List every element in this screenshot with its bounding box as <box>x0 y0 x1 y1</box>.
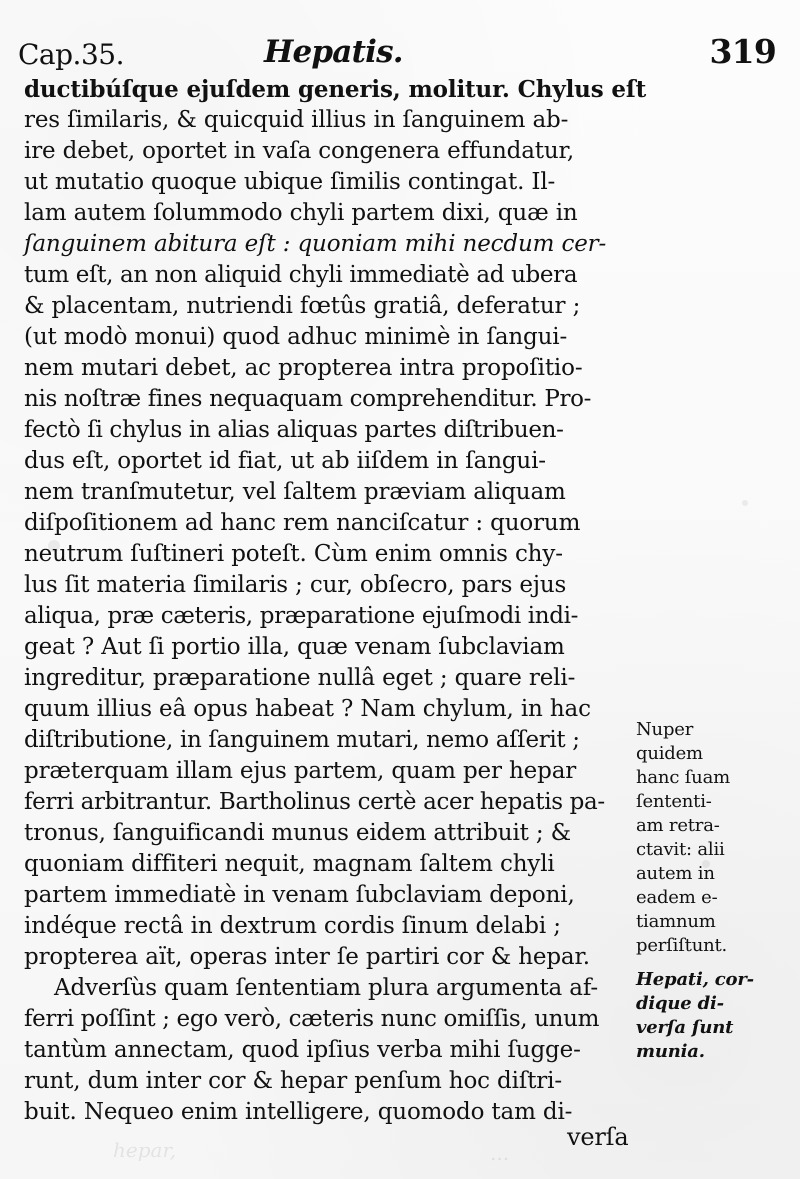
text-line: ire debet, oportet in vaſa congenera effundatur, <box>24 138 574 164</box>
margin-note-line: ctavit: alii <box>636 839 725 860</box>
main-text-block <box>24 74 647 1144</box>
text-line: tum eſt, an non aliquid chyli immediatè ad ubera <box>24 262 578 288</box>
margin-note-line: perſiſtunt. <box>636 935 728 956</box>
text-line: propterea aït, operas inter ſe partiri cor & hepar. <box>24 944 590 970</box>
text-line: buit. Nequeo enim intelligere, quomodo tam di- <box>24 1099 573 1125</box>
margin-note-line: ſententi- <box>636 791 712 812</box>
text-line: Adverſùs quam ſententiam plura argumenta af- <box>54 975 599 1001</box>
text-line: dus eſt, oportet id fiat, ut ab iiſdem in ſangui- <box>24 448 546 474</box>
text-line: præterquam illam ejus partem, quam per hepar <box>24 758 577 784</box>
text-line: quoniam diffiteri nequit, magnam ſaltem chyli <box>24 851 555 877</box>
text-line: tantùm annectam, quod ipſius verba mihi ſugge- <box>24 1037 581 1063</box>
chapter-label: Cap.35. <box>18 38 124 71</box>
text-line: ingreditur, præparatione nullâ eget ; quare reli- <box>24 665 576 691</box>
text-line: & placentam, nutriendi fœtûs gratiâ, deferatur ; <box>24 293 581 319</box>
page-header <box>18 32 798 70</box>
text-line: ut mutatio quoque ubique ſimilis contingat. Il- <box>24 169 556 195</box>
text-line: nis noſtræ fines nequaquam comprehenditur. Pro- <box>24 386 592 412</box>
paper-stain-2 <box>742 500 748 506</box>
text-line: nem mutari debet, ac propterea intra propoſitio- <box>24 355 583 381</box>
text-line: fectò ſi chylus in alias aliquas partes diſtribuen- <box>24 417 564 443</box>
text-line: lam autem ſolummodo chyli partem dixi, quæ in <box>24 200 578 226</box>
text-line: ductibúſque ejuſdem generis, molitur. Chylus eſt <box>24 76 647 103</box>
text-line: runt, dum inter cor & hepar penſum hoc diſtri- <box>24 1068 562 1094</box>
margin-note-line: munia. <box>636 1041 705 1062</box>
catchword: verſa <box>567 1123 629 1151</box>
text-line: res ſimilaris, & quicquid illius in ſanguinem ab- <box>24 107 569 133</box>
margin-note-line: Hepati, cor- <box>636 969 754 990</box>
text-line: ſanguinem abitura eſt : quoniam mihi necdum cer- <box>24 231 607 257</box>
margin-note-line: tiamnum <box>636 911 716 932</box>
margin-note-line: eadem e- <box>636 887 718 908</box>
margin-note-line: quidem <box>636 743 703 764</box>
margin-note-line: Nuper <box>636 719 694 740</box>
margin-note-line: hanc ſuam <box>636 767 730 788</box>
text-line: neutrum ſuſtineri poteſt. Cùm enim omnis chy- <box>24 541 563 567</box>
text-line: diſtributione, in ſanguinem mutari, nemo aſſerit ; <box>24 727 580 753</box>
text-line: tronus, ſanguificandi munus eidem attribuit ; & <box>24 820 571 846</box>
text-line: diſpoſitionem ad hanc rem nanciſcatur : quorum <box>24 510 581 536</box>
text-line: aliqua, præ cæteris, præparatione ejuſmodi indi- <box>24 603 579 629</box>
margin-note-line: verſa ſunt <box>636 1017 734 1038</box>
bleed-through-text: hepar, <box>113 1138 177 1162</box>
text-line: quum illius eâ opus habeat ? Nam chylum, in hac <box>24 696 591 722</box>
text-line: ferri arbitrantur. Bartholinus certè acer hepatis pa- <box>24 789 605 815</box>
text-line: partem immediatè in venam ſubclaviam deponi, <box>24 882 575 908</box>
text-line: lus ſit materia ſimilaris ; cur, obſecro, pars ejus <box>24 572 567 598</box>
text-line: (ut modò monui) quod adhuc minimè in ſangui- <box>24 324 568 350</box>
margin-note-line: dique di- <box>636 993 724 1014</box>
margin-note-line: am retra- <box>636 815 720 836</box>
running-title: Hepatis. <box>264 34 403 70</box>
text-line: nem tranſmutetur, vel ſaltem præviam aliquam <box>24 479 566 505</box>
text-line: geat ? Aut ſi portio illa, quæ venam ſubclaviam <box>24 634 565 660</box>
bleed-through-text: ... <box>490 1141 510 1165</box>
margin-note-line: autem in <box>636 863 715 884</box>
text-line: ferri poſſint ; ego verò, cæteris nunc omiſſis, unum <box>24 1006 600 1032</box>
text-line: indéque rectâ in dextrum cordis ſinum delabi ; <box>24 913 561 939</box>
marginal-notes <box>636 718 781 1078</box>
page-number: 319 <box>709 32 776 71</box>
